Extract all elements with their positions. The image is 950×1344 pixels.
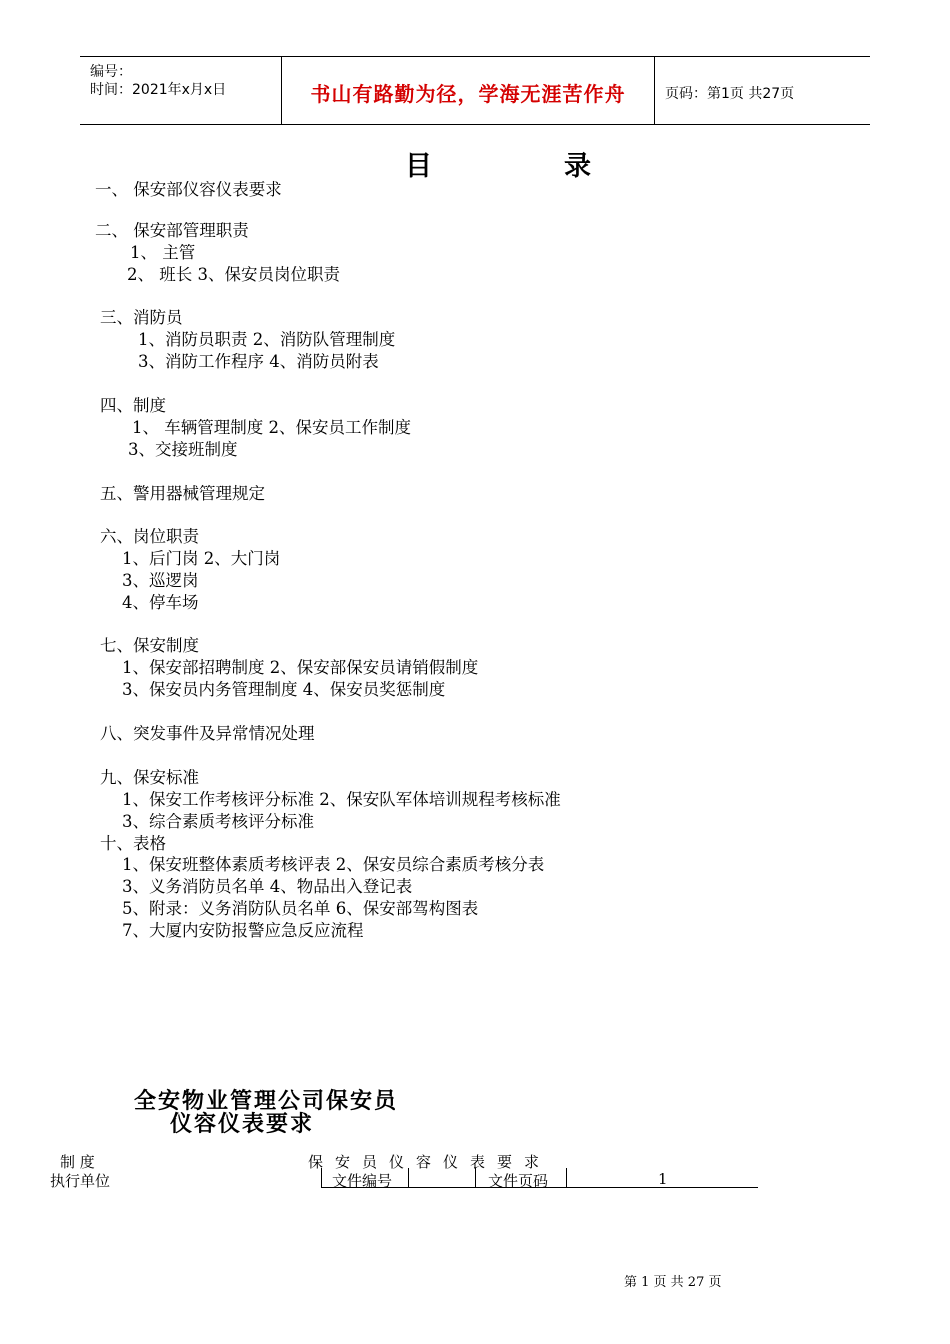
- section-title-line2: 仪容仪表要求: [170, 1112, 315, 1137]
- toc-line: 三、消防员: [100, 308, 183, 327]
- toc-line: 十、表格: [100, 834, 166, 853]
- exec-unit-label: 执行单位: [50, 1172, 111, 1190]
- toc-line: 四、制度: [100, 396, 166, 415]
- info-divider: [408, 1168, 409, 1187]
- toc-title: 目录: [405, 151, 723, 182]
- header-divider-right: [654, 56, 655, 124]
- file-page-label: 文件页码: [488, 1172, 549, 1190]
- page-footer: 第 1 页 共 27 页: [624, 1275, 722, 1290]
- toc-line: 九、保安标准: [100, 768, 199, 787]
- toc-line: 八、突发事件及异常情况处理: [100, 724, 315, 743]
- info-divider: [566, 1168, 567, 1187]
- toc-line: 3、消防工作程序 4、消防员附表: [138, 352, 379, 371]
- info-divider: [321, 1168, 322, 1187]
- toc-line: 一、 保安部仪容仪表要求: [95, 180, 282, 199]
- requirement-title: 保安员仪容仪表要求: [308, 1153, 552, 1171]
- toc-line: 六、岗位职责: [100, 527, 199, 546]
- toc-line: 1、 主管: [130, 243, 196, 262]
- file-number-label: 文件编号: [332, 1172, 393, 1190]
- toc-line: 3、综合素质考核评分标准: [122, 812, 314, 831]
- date-label: 时间：2021年x月x日: [90, 82, 227, 98]
- toc-line: 3、义务消防员名单 4、物品出入登记表: [122, 877, 413, 896]
- toc-line: 1、保安班整体素质考核评表 2、保安员综合素质考核分表: [122, 855, 545, 874]
- toc-line: 3、巡逻岗: [122, 571, 199, 590]
- info-divider: [475, 1168, 476, 1187]
- toc-line: 五、警用器械管理规定: [100, 484, 265, 503]
- page-info: 页码：第1页 共27页: [665, 86, 795, 102]
- toc-line: 1、 车辆管理制度 2、保安员工作制度: [132, 418, 411, 437]
- file-page-value: 1: [658, 1170, 668, 1188]
- toc-line: 5、附录：义务消防队员名单 6、保安部驾构图表: [122, 899, 479, 918]
- motto: 书山有路勤为径，学海无涯苦作舟: [310, 82, 626, 106]
- toc-line: 1、消防员职责 2、消防队管理制度: [138, 330, 396, 349]
- toc-line: 二、 保安部管理职责: [95, 221, 249, 240]
- toc-line: 4、停车场: [122, 593, 199, 612]
- system-label: 制 度: [60, 1153, 95, 1171]
- toc-line: 7、大厦内安防报警应急反应流程: [122, 921, 364, 940]
- toc-line: 1、保安部招聘制度 2、保安部保安员请销假制度: [122, 658, 479, 677]
- toc-line: 七、保安制度: [100, 636, 199, 655]
- toc-line: 1、后门岗 2、大门岗: [122, 549, 281, 568]
- toc-line: 2、 班长 3、保安员岗位职责: [127, 265, 340, 284]
- toc-line: 3、保安员内务管理制度 4、保安员奖惩制度: [122, 680, 446, 699]
- toc-line: 1、保安工作考核评分标准 2、保安队军体培训规程考核标准: [122, 790, 561, 809]
- doc-number-label: 编号：: [90, 64, 132, 80]
- header-bottom-rule: [80, 124, 870, 125]
- section-title-line1: 全安物业管理公司保安员: [134, 1089, 399, 1114]
- toc-line: 3、交接班制度: [128, 440, 238, 459]
- header-top-rule: [80, 56, 870, 57]
